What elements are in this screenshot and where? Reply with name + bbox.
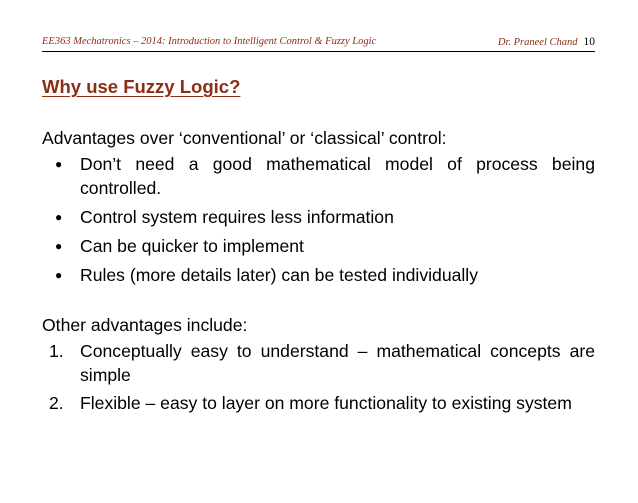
advantages-intro: Advantages over ‘conventional’ or ‘classical’ control: [42,128,447,148]
list-item-text: Don’t need a good mathematical model of process being controlled. [80,154,595,198]
list-item-text: Rules (more details later) can be tested individually [80,265,479,285]
list-item [42,152,595,200]
author-name: Dr. Praneel Chand [497,37,578,48]
list-item-text: Can be quicker to implement [80,236,304,256]
list-item-text: Flexible – easy to layer on more functionality to existing system [80,393,572,413]
list-number: 2. [49,393,64,413]
page-number: 10 [583,36,595,48]
list-number: 1. [49,341,64,361]
list-item-text: Conceptually easy to understand – mathematical concepts are simple [80,341,595,385]
other-advantages-intro: Other advantages include: [42,315,248,335]
list-item [42,339,595,387]
bullet-icon: ● [55,268,63,282]
course-title: EE363 Mechatronics – 2014: Introduction to Intelligent Control & Fuzzy Logic [42,36,377,47]
bullet-icon: ● [55,210,63,224]
list-item [42,263,595,287]
list-item-text: Control system requires less information [80,207,394,227]
other-advantages-list [42,339,595,415]
list-item [42,205,595,229]
section-title: Why use Fuzzy Logic? [42,76,241,97]
list-item [42,234,595,258]
list-item [42,391,595,415]
page-header [42,33,595,52]
main-content [42,126,595,419]
section-spacer [42,292,595,313]
bullet-icon: ● [55,239,63,253]
header-right [498,36,595,48]
advantages-list [42,152,595,287]
bullet-icon: ● [55,157,63,171]
